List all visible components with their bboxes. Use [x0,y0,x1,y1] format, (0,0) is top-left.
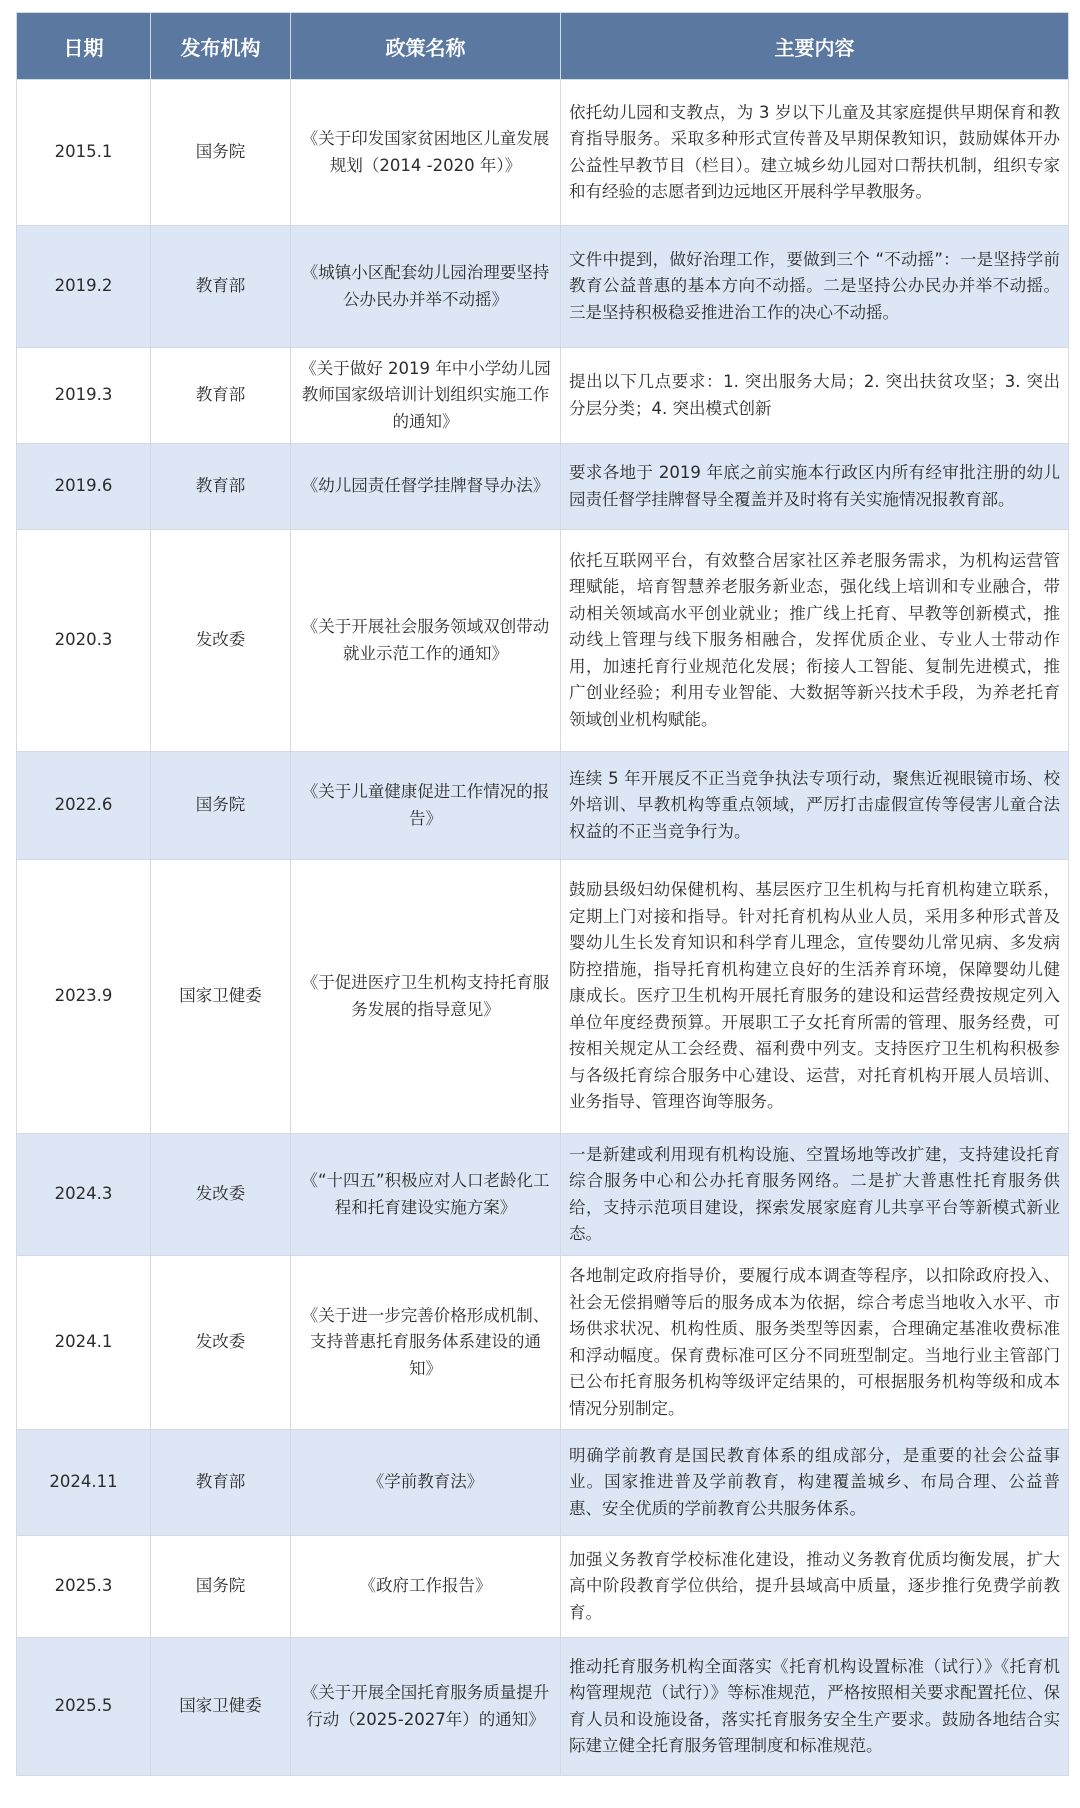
cell-date: 2024.3 [17,1134,151,1256]
table-row [17,348,1069,444]
cell-date: 2025.5 [17,1638,151,1776]
cell-org: 教育部 [151,1430,291,1536]
cell-policy-name: 《于促进医疗卫生机构支持托育服务发展的指导意见》 [291,860,561,1134]
table-row [17,860,1069,1134]
cell-policy-name: 《城镇小区配套幼儿园治理要坚持公办民办并举不动摇》 [291,226,561,348]
table-row [17,80,1069,226]
cell-policy-name: 《关于开展全国托育服务质量提升行动（2025-2027年）的通知》 [291,1638,561,1776]
cell-policy-name: 《幼儿园责任督学挂牌督导办法》 [291,444,561,530]
cell-date: 2019.6 [17,444,151,530]
policy-table [16,12,1069,1776]
cell-policy-name: 《关于开展社会服务领域双创带动就业示范工作的通知》 [291,530,561,752]
table-header [17,13,1069,80]
header-date: 日期 [17,13,151,80]
cell-date: 2015.1 [17,80,151,226]
cell-policy-name: 《关于进一步完善价格形成机制、支持普惠托育服务体系建设的通知》 [291,1256,561,1430]
cell-content: 依托幼儿园和支教点，为 3 岁以下儿童及其家庭提供早期保育和教育指导服务。采取多种形式宣传普及早期保教知识，鼓励媒体开办公益性早教节目（栏目）。建立城乡幼儿园对口帮扶机制，组织专家和有经验的志愿者到边远地区开展科学早教服务。 [561,80,1069,226]
cell-org: 发改委 [151,1256,291,1430]
cell-policy-name: 《学前教育法》 [291,1430,561,1536]
header-row [17,13,1069,80]
cell-content: 提出以下几点要求：1. 突出服务大局；2. 突出扶贫攻坚；3. 突出分层分类；4. 突出模式创新 [561,348,1069,444]
cell-date: 2019.2 [17,226,151,348]
table-row [17,1430,1069,1536]
table-body [17,80,1069,1776]
table-row [17,752,1069,860]
header-content: 主要内容 [561,13,1069,80]
table-row [17,530,1069,752]
table-row [17,1638,1069,1776]
cell-content: 各地制定政府指导价，要履行成本调查等程序，以扣除政府投入、社会无偿捐赠等后的服务成本为依据，综合考虑当地收入水平、市场供求状况、机构性质、服务类型等因素，合理确定基准收费标准和浮动幅度。保育费标准可区分不同班型制定。当地行业主管部门已公布托育服务机构等级评定结果的，可根据服务机构等级和成本情况分别制定。 [561,1256,1069,1430]
table-row [17,1536,1069,1638]
cell-content: 鼓励县级妇幼保健机构、基层医疗卫生机构与托育机构建立联系，定期上门对接和指导。针对托育机构从业人员，采用多种形式普及婴幼儿生长发育知识和科学育儿理念，宣传婴幼儿常见病、多发病防控措施，指导托育机构建立良好的生活养育环境，保障婴幼儿健康成长。医疗卫生机构开展托育服务的建设和运营经费按规定列入单位年度经费预算。开展职工子女托育所需的管理、服务经费，可按相关规定从工会经费、福利费中列支。支持医疗卫生机构积极参与各级托育综合服务中心建设、运营，对托育机构开展人员培训、业务指导、管理咨询等服务。 [561,860,1069,1134]
cell-org: 国务院 [151,80,291,226]
cell-org: 教育部 [151,226,291,348]
cell-date: 2023.9 [17,860,151,1134]
cell-org: 国家卫健委 [151,1638,291,1776]
cell-org: 国务院 [151,752,291,860]
cell-content: 加强义务教育学校标准化建设，推动义务教育优质均衡发展，扩大高中阶段教育学位供给，提升县域高中质量，逐步推行免费学前教育。 [561,1536,1069,1638]
cell-policy-name: 《关于儿童健康促进工作情况的报告》 [291,752,561,860]
header-org: 发布机构 [151,13,291,80]
cell-date: 2020.3 [17,530,151,752]
cell-date: 2024.11 [17,1430,151,1536]
cell-content: 要求各地于 2019 年底之前实施本行政区内所有经审批注册的幼儿园责任督学挂牌督导全覆盖并及时将有关实施情况报教育部。 [561,444,1069,530]
cell-org: 国家卫健委 [151,860,291,1134]
cell-date: 2024.1 [17,1256,151,1430]
cell-policy-name: 《政府工作报告》 [291,1536,561,1638]
table-row [17,1256,1069,1430]
cell-content: 推动托育服务机构全面落实《托育机构设置标准（试行）》《托育机构管理规范（试行）》等标准规范，严格按照相关要求配置托位、保育人员和设施设备，落实托育服务安全生产要求。鼓励各地结合实际建立健全托育服务管理制度和标准规范。 [561,1638,1069,1776]
cell-content: 一是新建或利用现有机构设施、空置场地等改扩建，支持建设托育综合服务中心和公办托育服务网络。二是扩大普惠性托育服务供给，支持示范项目建设，探索发展家庭育儿共享平台等新模式新业态。 [561,1134,1069,1256]
cell-date: 2019.3 [17,348,151,444]
cell-org: 国务院 [151,1536,291,1638]
table-row [17,1134,1069,1256]
cell-content: 明确学前教育是国民教育体系的组成部分，是重要的社会公益事业。国家推进普及学前教育，构建覆盖城乡、布局合理、公益普惠、安全优质的学前教育公共服务体系。 [561,1430,1069,1536]
cell-org: 教育部 [151,444,291,530]
cell-content: 连续 5 年开展反不正当竞争执法专项行动，聚焦近视眼镜市场、校外培训、早教机构等重点领域，严厉打击虚假宣传等侵害儿童合法权益的不正当竞争行为。 [561,752,1069,860]
cell-policy-name: 《“十四五”积极应对人口老龄化工程和托育建设实施方案》 [291,1134,561,1256]
cell-content: 文件中提到，做好治理工作，要做到三个 “不动摇”：一是坚持学前教育公益普惠的基本方向不动摇。二是坚持公办民办并举不动摇。三是坚持积极稳妥推进治工作的决心不动摇。 [561,226,1069,348]
cell-content: 依托互联网平台，有效整合居家社区养老服务需求，为机构运营管理赋能，培育智慧养老服务新业态，强化线上培训和专业融合，带动相关领域高水平创业就业；推广线上托育、早教等创新模式，推动线上管理与线下服务相融合，发挥优质企业、专业人士带动作用，加速托育行业规范化发展；衔接人工智能、复制先进模式，推广创业经验；利用专业智能、大数据等新兴技术手段，为养老托育领域创业机构赋能。 [561,530,1069,752]
table-row [17,226,1069,348]
cell-date: 2022.6 [17,752,151,860]
cell-org: 发改委 [151,530,291,752]
cell-date: 2025.3 [17,1536,151,1638]
cell-policy-name: 《关于印发国家贫困地区儿童发展规划（2014 -2020 年）》 [291,80,561,226]
cell-policy-name: 《关于做好 2019 年中小学幼儿园教师国家级培训计划组织实施工作的通知》 [291,348,561,444]
table-row [17,444,1069,530]
header-policy-name: 政策名称 [291,13,561,80]
cell-org: 教育部 [151,348,291,444]
cell-org: 发改委 [151,1134,291,1256]
